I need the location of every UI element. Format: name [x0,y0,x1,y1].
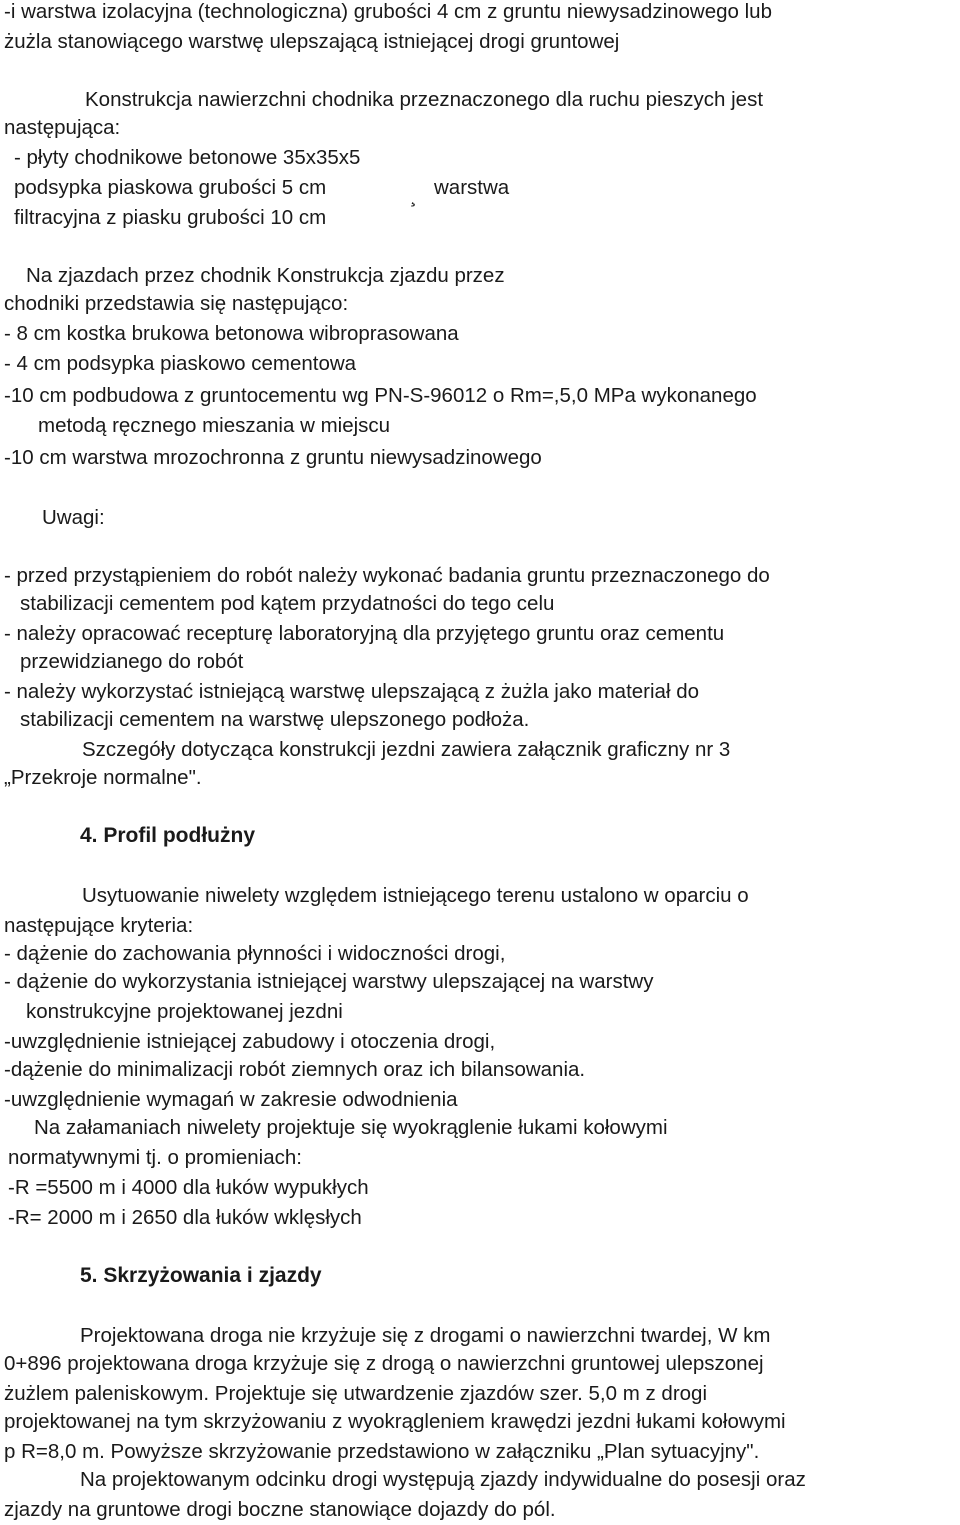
text-line: - 8 cm kostka brukowa betonowa wibroprasowana [4,322,459,345]
text-line: podsypka piaskowa grubości 5 cm [14,176,327,199]
text-line: filtracyjna z piasku grubości 10 cm [14,206,327,229]
text-line: Usytuowanie niwelety względem istniejącego terenu ustalono w oparciu o [82,884,749,907]
text-line: - dążenie do wykorzystania istniejącej warstwy ulepszającej na warstwy [4,970,654,993]
text-line: stabilizacji cementem na warstwę ulepszonego podłoża. [20,708,530,731]
text-line: zjazdy na gruntowe drogi boczne stanowiące dojazdy do pól. [4,1498,556,1521]
text-line: konstrukcyjne projektowanej jezdni [26,1000,343,1023]
text-line: żużla stanowiącego warstwę ulepszającą istniejącej drogi gruntowej [4,30,620,53]
text-line: - przed przystąpieniem do robót należy wykonać badania gruntu przeznaczonego do [4,564,770,587]
text-line: następująca: [4,116,121,139]
text-line: warstwa [434,176,510,199]
section-heading: 5. Skrzyżowania i zjazdy [80,1264,322,1287]
text-line: stabilizacji cementem pod kątem przydatności do tego celu [20,592,555,615]
text-line: metodą ręcznego mieszania w miejscu [38,414,391,437]
section-heading: 4. Profil podłużny [80,824,256,847]
text-line: -uwzględnienie istniejącej zabudowy i otoczenia drogi, [4,1030,496,1053]
text-line: Na załamaniach niwelety projektuje się wyokrąglenie łukami kołowymi [34,1116,668,1139]
text-line: chodniki przedstawia się następująco: [4,292,349,315]
text-line: - płyty chodnikowe betonowe 35x35x5 [14,146,361,169]
text-line: projektowanej na tym skrzyżowaniu z wyokrągleniem krawędzi jezdni łukami kołowymi [4,1410,786,1433]
text-line: Szczegóły dotycząca konstrukcji jezdni zawiera załącznik graficzny nr 3 [82,738,731,761]
text-line: Konstrukcja nawierzchni chodnika przeznaczonego dla ruchu pieszych jest [85,88,764,111]
text-line: -10 cm warstwa mrozochronna z gruntu niewysadzinowego [4,446,542,469]
text-line: ¸ [410,184,417,207]
text-line: przewidzianego do robót [20,650,244,673]
text-line: p R=8,0 m. Powyższe skrzyżowanie przedstawiono w załączniku „Plan sytuacyjny". [4,1440,760,1463]
text-line: -i warstwa izolacyjna (technologiczna) grubości 4 cm z gruntu niewysadzinowego lub [4,0,772,23]
text-line: -10 cm podbudowa z gruntocementu wg PN-S-96012 o Rm=,5,0 MPa wykonanego [4,384,757,407]
text-line: „Przekroje normalne". [4,766,202,789]
text-line: - 4 cm podsypka piaskowo cementowa [4,352,357,375]
text-line: Projektowana droga nie krzyżuje się z drogami o nawierzchni twardej, W km [80,1324,771,1347]
text-line: następujące kryteria: [4,914,194,937]
text-line: - należy opracować recepturę laboratoryjną dla przyjętego gruntu oraz cementu [4,622,725,645]
text-line: - dążenie do zachowania płynności i widoczności drogi, [4,942,506,965]
text-line: żużlem paleniskowym. Projektuje się utwardzenie zjazdów szer. 5,0 m z drogi [4,1382,707,1405]
text-line: 0+896 projektowana droga krzyżuje się z drogą o nawierzchni gruntowej ulepszonej [4,1352,764,1375]
text-line: Na projektowanym odcinku drogi występują zjazdy indywidualne do posesji oraz [80,1468,806,1491]
text-line: Uwagi: [42,506,105,529]
text-line: - należy wykorzystać istniejącą warstwę ulepszającą z żużla jako materiał do [4,680,700,703]
text-line: Na zjazdach przez chodnik Konstrukcja zjazdu przez [26,264,505,287]
text-line: -R =5500 m i 4000 dla łuków wypukłych [8,1176,369,1199]
text-line: normatywnymi tj. o promieniach: [8,1146,302,1169]
text-line: -R= 2000 m i 2650 dla łuków wklęsłych [8,1206,362,1229]
text-line: -dążenie do minimalizacji robót ziemnych oraz ich bilansowania. [4,1058,586,1081]
text-line: -uwzględnienie wymagań w zakresie odwodnienia [4,1088,458,1111]
